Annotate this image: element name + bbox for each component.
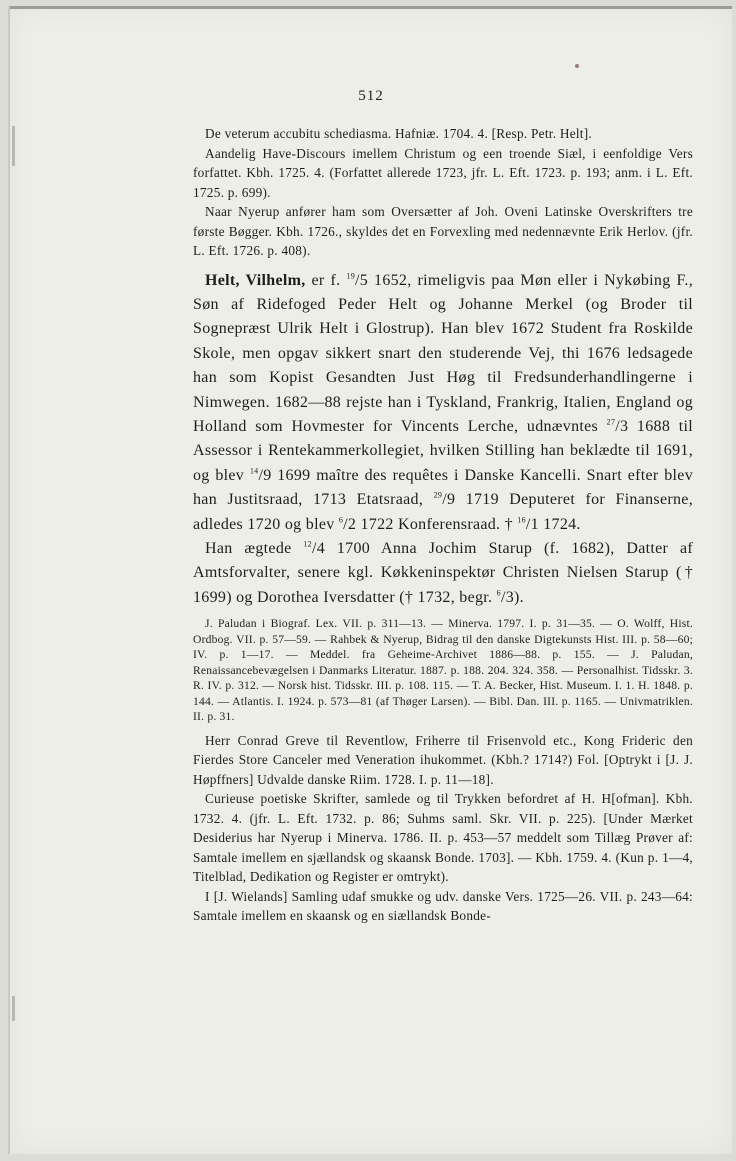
date-denominator: /3: [615, 417, 629, 435]
text-run: 1652, rimeligvis paa Møn eller i Nykøbing F., Søn af Ridefoged Peder Helt og Johanne Merkel (og Broder til Sognepræst Ulrik Helt i Glostrup). Han blev 1672 Student fra Roskilde Skole, men opgav sikkert snart den studerende Vej, thi 1676 ledsagede han som Kopist Gesandten Just Høg til Fredsunderhandlingerne i Nimwegen. 1682—88 rejste han i Tyskland, Frankrig, Italien, England og Holland som Hovmester for Vincents Lerche, udnævntes: [193, 271, 694, 435]
text-run: Han ægtede: [205, 539, 304, 557]
date-numerator: 6: [338, 515, 344, 525]
page-text: [193, 124, 693, 926]
entry-text: Aandelig Have-Discours imellem Christum og een troende Siæl, i eenfoldige Vers forfattet. Kbh. 1725. 4. (Forfattet allerede 1723, jfr. L. Eft. 1723. p. 193; anm. i L. Eft. 1725. p. 699).: [193, 145, 693, 200]
text-run: 1724.: [538, 515, 581, 533]
date-denominator: /4: [311, 539, 326, 557]
text-run: 1688 til Assessor i Rentekammerkollegiet, hvilken Stilling han beklædte til 1691, og blev: [193, 417, 693, 484]
date-denominator: /1: [525, 515, 539, 533]
biography: [193, 269, 693, 611]
date-numerator: 12: [303, 539, 312, 549]
binding-mark: [12, 996, 15, 1021]
text-run: ).: [514, 588, 524, 606]
date-denominator: /9: [442, 491, 456, 509]
text-run: 1722 Konferensraad. †: [356, 515, 518, 533]
text-run: 1719 Deputeret for Finanserne, adledes 1720 og blev: [193, 491, 693, 533]
text-run: er f.: [305, 271, 347, 289]
work-entry: Curieuse poetiske Skrifter, samlede og til Trykken befordret af H. H[ofman]. Kbh. 1732. 4. (jfr. L. Eft. 1732. p. 86; Suhms saml. Skr. VII. p. 225). [Under Mærket Desiderius har Nyerup i Minerva. 1786. II. p. 453—57 meddelt som Tillæg Prøver af: Samtale imellem en sjællandsk og skaansk Bonde. 1703]. — Kbh. 1759. 4. (Kun p. 1—4, Titelblad, Dedikation og Register er omtrykt).: [193, 791, 693, 885]
text-run: 1700 Anna Jochim Starup (f. 1682), Datter af Amtsforvalter, senere kgl. Køkkeninspektør Christen Nielsen Starup († 1699) og Dorothea Iversdatter († 1732, begr.: [193, 539, 693, 606]
entry-text: Naar Nyerup anfører ham som Oversætter af Joh. Oveni Latinske Overskrifters tre første Bøgger. Kbh. 1726., skyldes det en Forvexling med nedennævnte Erik Herlov. (jfr. L. Eft. 1726. p. 408).: [193, 204, 693, 258]
works-list: [193, 731, 693, 926]
reference-list: J. Paludan i Biograf. Lex. VII. p. 311—13. — Minerva. 1797. I. p. 31—35. — O. Wolff, Hist. Ordbog. VII. p. 57—59. — Rahbek & Nyerup, Bidrag til den danske Digtekunsts Hist. III. p. 58—60; IV. p. 1—17. — Meddel. fra Geheime-Archivet 1886—88. p. 155. — J. Paludan, Renaissancebevægelsen i Danmarks Literatur. 1887. p. 188. 204. 324. 358. — Personalhist. Tidsskr. 3. R. IV. p. 312. — Norsk hist. Tidsskr. III. p. 108. 115. — T. A. Becker, Hist. Museum. I. 1. H. 1848. p. 144. — Atlantis. I. 1924. p. 573—81 (af Thøger Larsen). — Bibl. Dan. III. p. 1165. — Univmatriklen. II. p. 31.: [193, 617, 693, 724]
page-number: 512: [358, 88, 384, 104]
date-numerator: 6: [496, 588, 501, 598]
ink-dot: [575, 64, 579, 68]
work-entry: Herr Conrad Greve til Reventlow, Friherre til Frisenvold etc., Kong Frideric den Fierdes Store Canceler med Veneration ihukommet. (Kbh.? 1714?) Fol. [Optrykt i [J. J. Høpffners] Udvalde danske Riim. 1728. I. p. 11—18].: [193, 732, 693, 787]
date-numerator: 29: [433, 490, 443, 500]
entry-text: De veterum accubitu schediasma. Hafniæ. 1704. 4. [Resp. Petr. Helt].: [205, 126, 593, 141]
biography-paragraph: [193, 537, 693, 610]
work-entry: I [J. Wielands] Samling udaf smukke og udv. danske Vers. 1725—26. VII. p. 243—64: Samtale imellem en skaansk og en siællandsk Bonde-: [193, 888, 693, 924]
person-name: Helt, Vilhelm,: [205, 271, 306, 289]
date-denominator: /2: [343, 515, 357, 533]
book-page: [8, 6, 732, 1154]
date-numerator: 27: [606, 417, 616, 427]
date-denominator: /9: [258, 466, 272, 484]
top-edge-rule: [10, 6, 732, 9]
text-run: 1699 maître des requêtes i Danske Kancelli. Snart efter blev han Justitsraad, 1713 Etatsraad,: [193, 466, 693, 509]
date-numerator: 19: [346, 271, 356, 281]
date-denominator: /5: [355, 271, 369, 289]
references: [193, 616, 693, 725]
date-denominator: /3: [500, 588, 514, 606]
biography-paragraph: [193, 269, 693, 537]
binding-mark: [12, 126, 15, 166]
preceding-entries: [193, 124, 693, 261]
date-numerator: 14: [249, 466, 259, 476]
date-numerator: 16: [517, 515, 526, 525]
